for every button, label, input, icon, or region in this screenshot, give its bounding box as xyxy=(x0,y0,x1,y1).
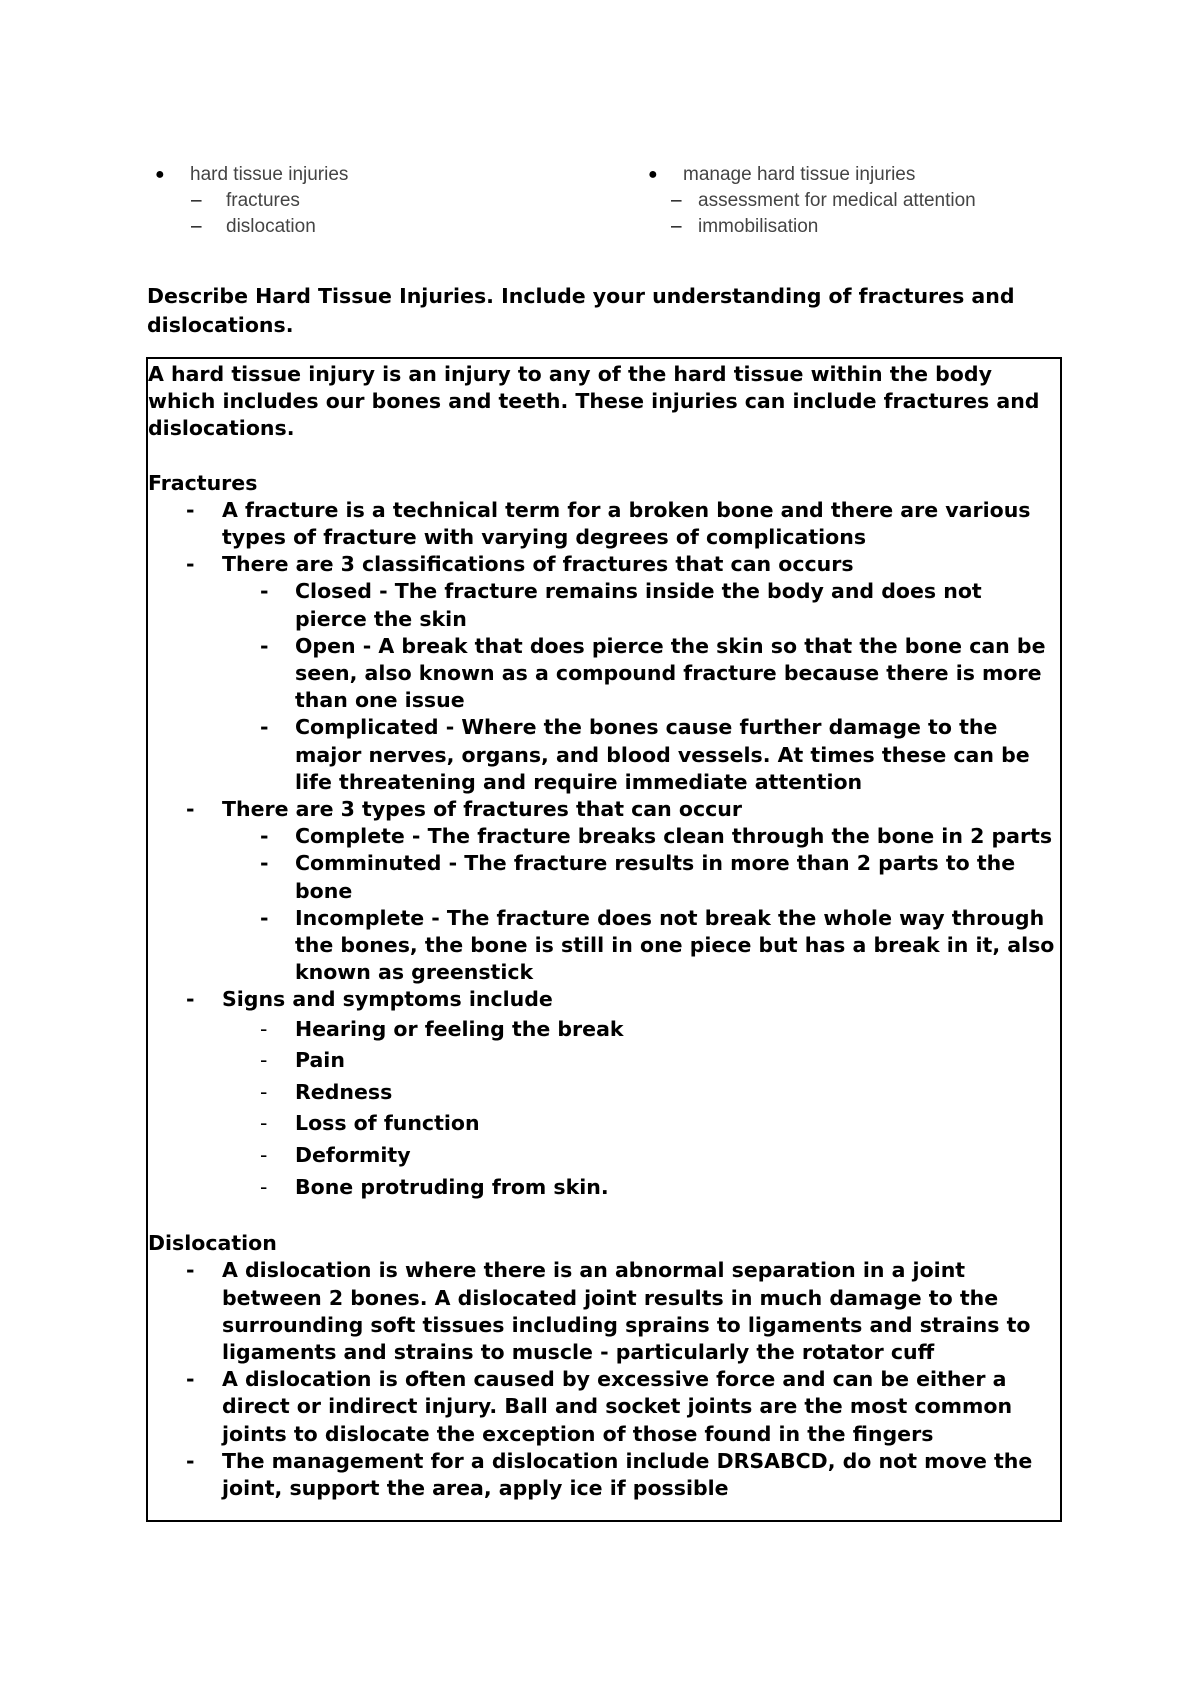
list-item-text: Redness xyxy=(295,1079,393,1104)
list-item xyxy=(222,714,1060,796)
spacer xyxy=(148,443,1060,470)
list-item-text: Deformity xyxy=(295,1143,411,1168)
list-item xyxy=(222,633,1060,715)
list-item xyxy=(148,796,1060,986)
spacer xyxy=(148,1203,1060,1230)
dash-icon: - xyxy=(260,1079,268,1104)
bullet-dot-icon: ● xyxy=(155,166,165,183)
list-item xyxy=(222,1140,1060,1172)
dash-icon: - xyxy=(260,824,269,849)
list-item-text: Open - A break that does pierce the skin so that the bone can be seen, also known as a compound fracture because there is more than one issue xyxy=(295,633,1046,713)
dash-icon: - xyxy=(186,497,195,522)
dash-icon: - xyxy=(260,905,269,930)
list-item xyxy=(148,551,1060,796)
list-item-text: Closed - The fracture remains inside the body and does not pierce the skin xyxy=(295,579,982,631)
list-item xyxy=(222,578,1060,632)
list-item-text: A dislocation is where there is an abnormal separation in a joint between 2 bones. A dislocated joint results in much damage to the surrounding soft tissues including sprains to ligaments and strains to ligaments and strains to muscle - particularly the rotator cuff xyxy=(222,1258,1031,1365)
answer-box[interactable] xyxy=(146,357,1062,1522)
list-item xyxy=(222,1045,1060,1077)
list-item xyxy=(148,497,1060,551)
dislocation-list xyxy=(148,1257,1060,1502)
dash-icon: – xyxy=(671,190,682,211)
outline-left xyxy=(155,162,348,240)
list-item xyxy=(148,1366,1060,1448)
list-item xyxy=(222,1077,1060,1109)
list-item-text: Signs and symptoms include xyxy=(222,987,553,1012)
section-heading-dislocation: Dislocation xyxy=(148,1231,277,1256)
list-item xyxy=(222,1014,1060,1046)
list-item xyxy=(148,1448,1060,1502)
outline-heading: hard tissue injuries xyxy=(190,164,349,185)
dash-icon: - xyxy=(260,633,269,658)
answer-text xyxy=(148,361,1060,1502)
outline-heading: manage hard tissue injuries xyxy=(683,164,916,185)
list-item-text: A fracture is a technical term for a broken bone and there are various types of fracture with varying degrees of complications xyxy=(222,497,1031,550)
dash-icon: - xyxy=(186,797,195,822)
dash-icon: – xyxy=(191,190,202,211)
dash-icon: - xyxy=(260,1174,268,1199)
question-heading: Describe Hard Tissue Injuries. Include your understanding of fractures and dislocations. xyxy=(147,284,1015,337)
dash-icon: - xyxy=(186,987,195,1012)
list-item-text: The management for a dislocation include DRSABCD, do not move the joint, support the area, apply ice if possible xyxy=(222,1448,1033,1501)
dash-icon: - xyxy=(260,715,269,740)
dash-icon: - xyxy=(260,579,269,604)
dash-icon: - xyxy=(260,1111,268,1136)
outline-subitem xyxy=(648,188,976,214)
outline-subitem-label: fractures xyxy=(226,190,300,211)
classifications-list xyxy=(222,578,1060,796)
list-item xyxy=(222,823,1060,850)
dash-icon: - xyxy=(186,1367,195,1392)
dash-icon: - xyxy=(260,851,269,876)
list-item xyxy=(222,1108,1060,1140)
list-item-text: Incomplete - The fracture does not break the whole way through the bones, the bone is still in one piece but has a break in it, also known as greenstick xyxy=(295,905,1055,985)
dash-icon: - xyxy=(186,552,195,577)
list-item-text: Pain xyxy=(295,1048,345,1073)
types-list xyxy=(222,823,1060,986)
list-item-text: Complete - The fracture breaks clean through the bone in 2 parts xyxy=(295,824,1053,849)
signs-list xyxy=(222,1014,1060,1204)
outline-right xyxy=(648,162,976,240)
list-item-text: Complicated - Where the bones cause further damage to the major nerves, organs, and blood vessels. At times these can be life threatening and require immediate attention xyxy=(295,715,1030,794)
section-heading-fractures: Fractures xyxy=(148,470,258,495)
fractures-list xyxy=(148,497,1060,1203)
outline-subitem-label: immobilisation xyxy=(698,216,819,237)
dash-icon: - xyxy=(260,1048,268,1073)
list-item-text: Hearing or feeling the break xyxy=(295,1016,624,1041)
answer-intro: A hard tissue injury is an injury to any of the hard tissue within the body which includes our bones and teeth. These injuries can include fractures and dislocations. xyxy=(148,362,1040,441)
list-item-text: Loss of function xyxy=(295,1111,480,1136)
list-item-text: There are 3 classifications of fractures that can occurs xyxy=(222,552,854,577)
dash-icon: – xyxy=(671,216,682,237)
outline-subitem xyxy=(155,214,348,240)
bullet-dot-icon: ● xyxy=(648,166,658,183)
outline-subitem xyxy=(155,188,348,214)
list-item xyxy=(148,1257,1060,1366)
list-item xyxy=(222,905,1060,987)
outline-subitem-label: assessment for medical attention xyxy=(698,190,976,211)
outline-item xyxy=(648,162,976,188)
dash-icon: - xyxy=(260,1143,268,1168)
outline-item xyxy=(155,162,348,188)
list-item-text: Bone protruding from skin. xyxy=(295,1174,609,1199)
dash-icon: – xyxy=(191,216,202,237)
dash-icon: - xyxy=(186,1448,195,1473)
list-item xyxy=(222,850,1060,904)
outline-subitem xyxy=(648,214,976,240)
list-item xyxy=(148,986,1060,1203)
outline-subitem-label: dislocation xyxy=(226,216,316,237)
list-item-text: A dislocation is often caused by excessive force and can be either a direct or indirect injury. Ball and socket joints are the most common joints to dislocate the exception of those found in the fingers xyxy=(222,1367,1013,1446)
list-item-text: There are 3 types of fractures that can occur xyxy=(222,797,742,822)
list-item xyxy=(222,1172,1060,1204)
list-item-text: Comminuted - The fracture results in more than 2 parts to the bone xyxy=(295,851,1016,903)
dash-icon: - xyxy=(186,1258,195,1283)
dash-icon: - xyxy=(260,1016,268,1041)
